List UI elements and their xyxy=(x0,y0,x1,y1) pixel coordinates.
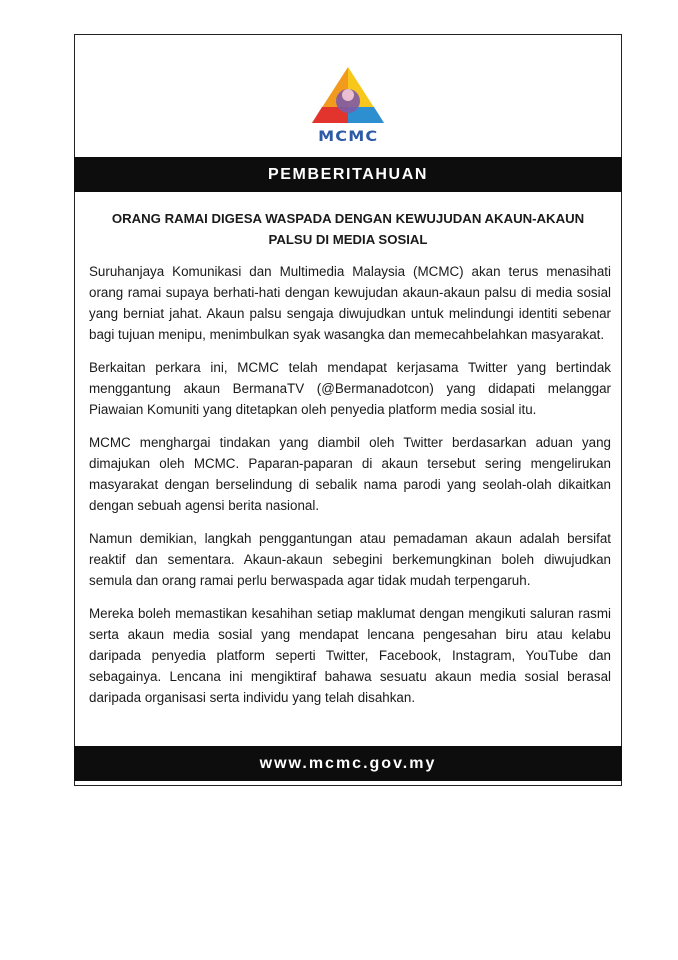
notice-banner-label: PEMBERITAHUAN xyxy=(267,165,429,183)
website-banner xyxy=(74,746,622,781)
mcmc-logo xyxy=(75,65,621,165)
headline-line-1: ORANG RAMAI DIGESA WASPADA DENGAN KEWUJUDAN AKAUN-AKAUN xyxy=(111,211,585,226)
headline-line-2: PALSU DI MEDIA SOSIAL xyxy=(268,232,428,247)
paragraph-4: Namun demikian, langkah penggantungan atau pemadaman akaun adalah bersifat reaktif dan sementara. Akaun-akaun sebegini berkemungkinan boleh diwujudkan semula dan orang ramai perlu berwaspada agar tidak mudah terpengaruh. xyxy=(89,531,611,588)
mcmc-logo-text: MCMC xyxy=(317,129,379,145)
website-url: www.mcmc.gov.my xyxy=(259,754,437,772)
notice-body xyxy=(89,261,611,720)
paragraph-3: MCMC menghargai tindakan yang diambil oleh Twitter berdasarkan aduan yang dimajukan oleh MCMC. Paparan-paparan di akaun tersebut sering mengelirukan masyarakat dengan berselindung di sebalik nama parodi yang seolah-olah dikaitkan dengan sebuah agensi berita nasional. xyxy=(89,435,611,513)
notice-headline xyxy=(95,208,601,250)
mcmc-logo-icon xyxy=(308,65,388,127)
notice-banner xyxy=(74,157,622,192)
notice-frame xyxy=(74,34,622,786)
paragraph-5: Mereka boleh memastikan kesahihan setiap maklumat dengan mengikuti saluran rasmi serta akaun media sosial yang mendapat lencana pengesahan biru atau kelabu daripada penyedia platform seperti Twitter, Facebook, Instagram, YouTube dan sebagainya. Lencana ini mengiktiraf bahawa sesuatu akaun media sosial berasal daripada organisasi serta individu yang telah disahkan. xyxy=(89,606,611,705)
paragraph-1: Suruhanjaya Komunikasi dan Multimedia Malaysia (MCMC) akan terus menasihati orang ramai supaya berhati-hati dengan kewujudan akaun-akaun palsu di media sosial yang berniat jahat. Akaun palsu sengaja diwujudkan untuk melindungi identiti sebenar bagi tujuan menipu, menimbulkan syak wasangka dan memecahbelahkan masyarakat. xyxy=(89,264,611,342)
paragraph-2: Berkaitan perkara ini, MCMC telah mendapat kerjasama Twitter yang bertindak menggantung akaun BermanaTV (@Bermanadotcon) yang didapati melanggar Piawaian Komuniti yang ditetapkan oleh penyedia platform media sosial itu. xyxy=(89,360,611,417)
